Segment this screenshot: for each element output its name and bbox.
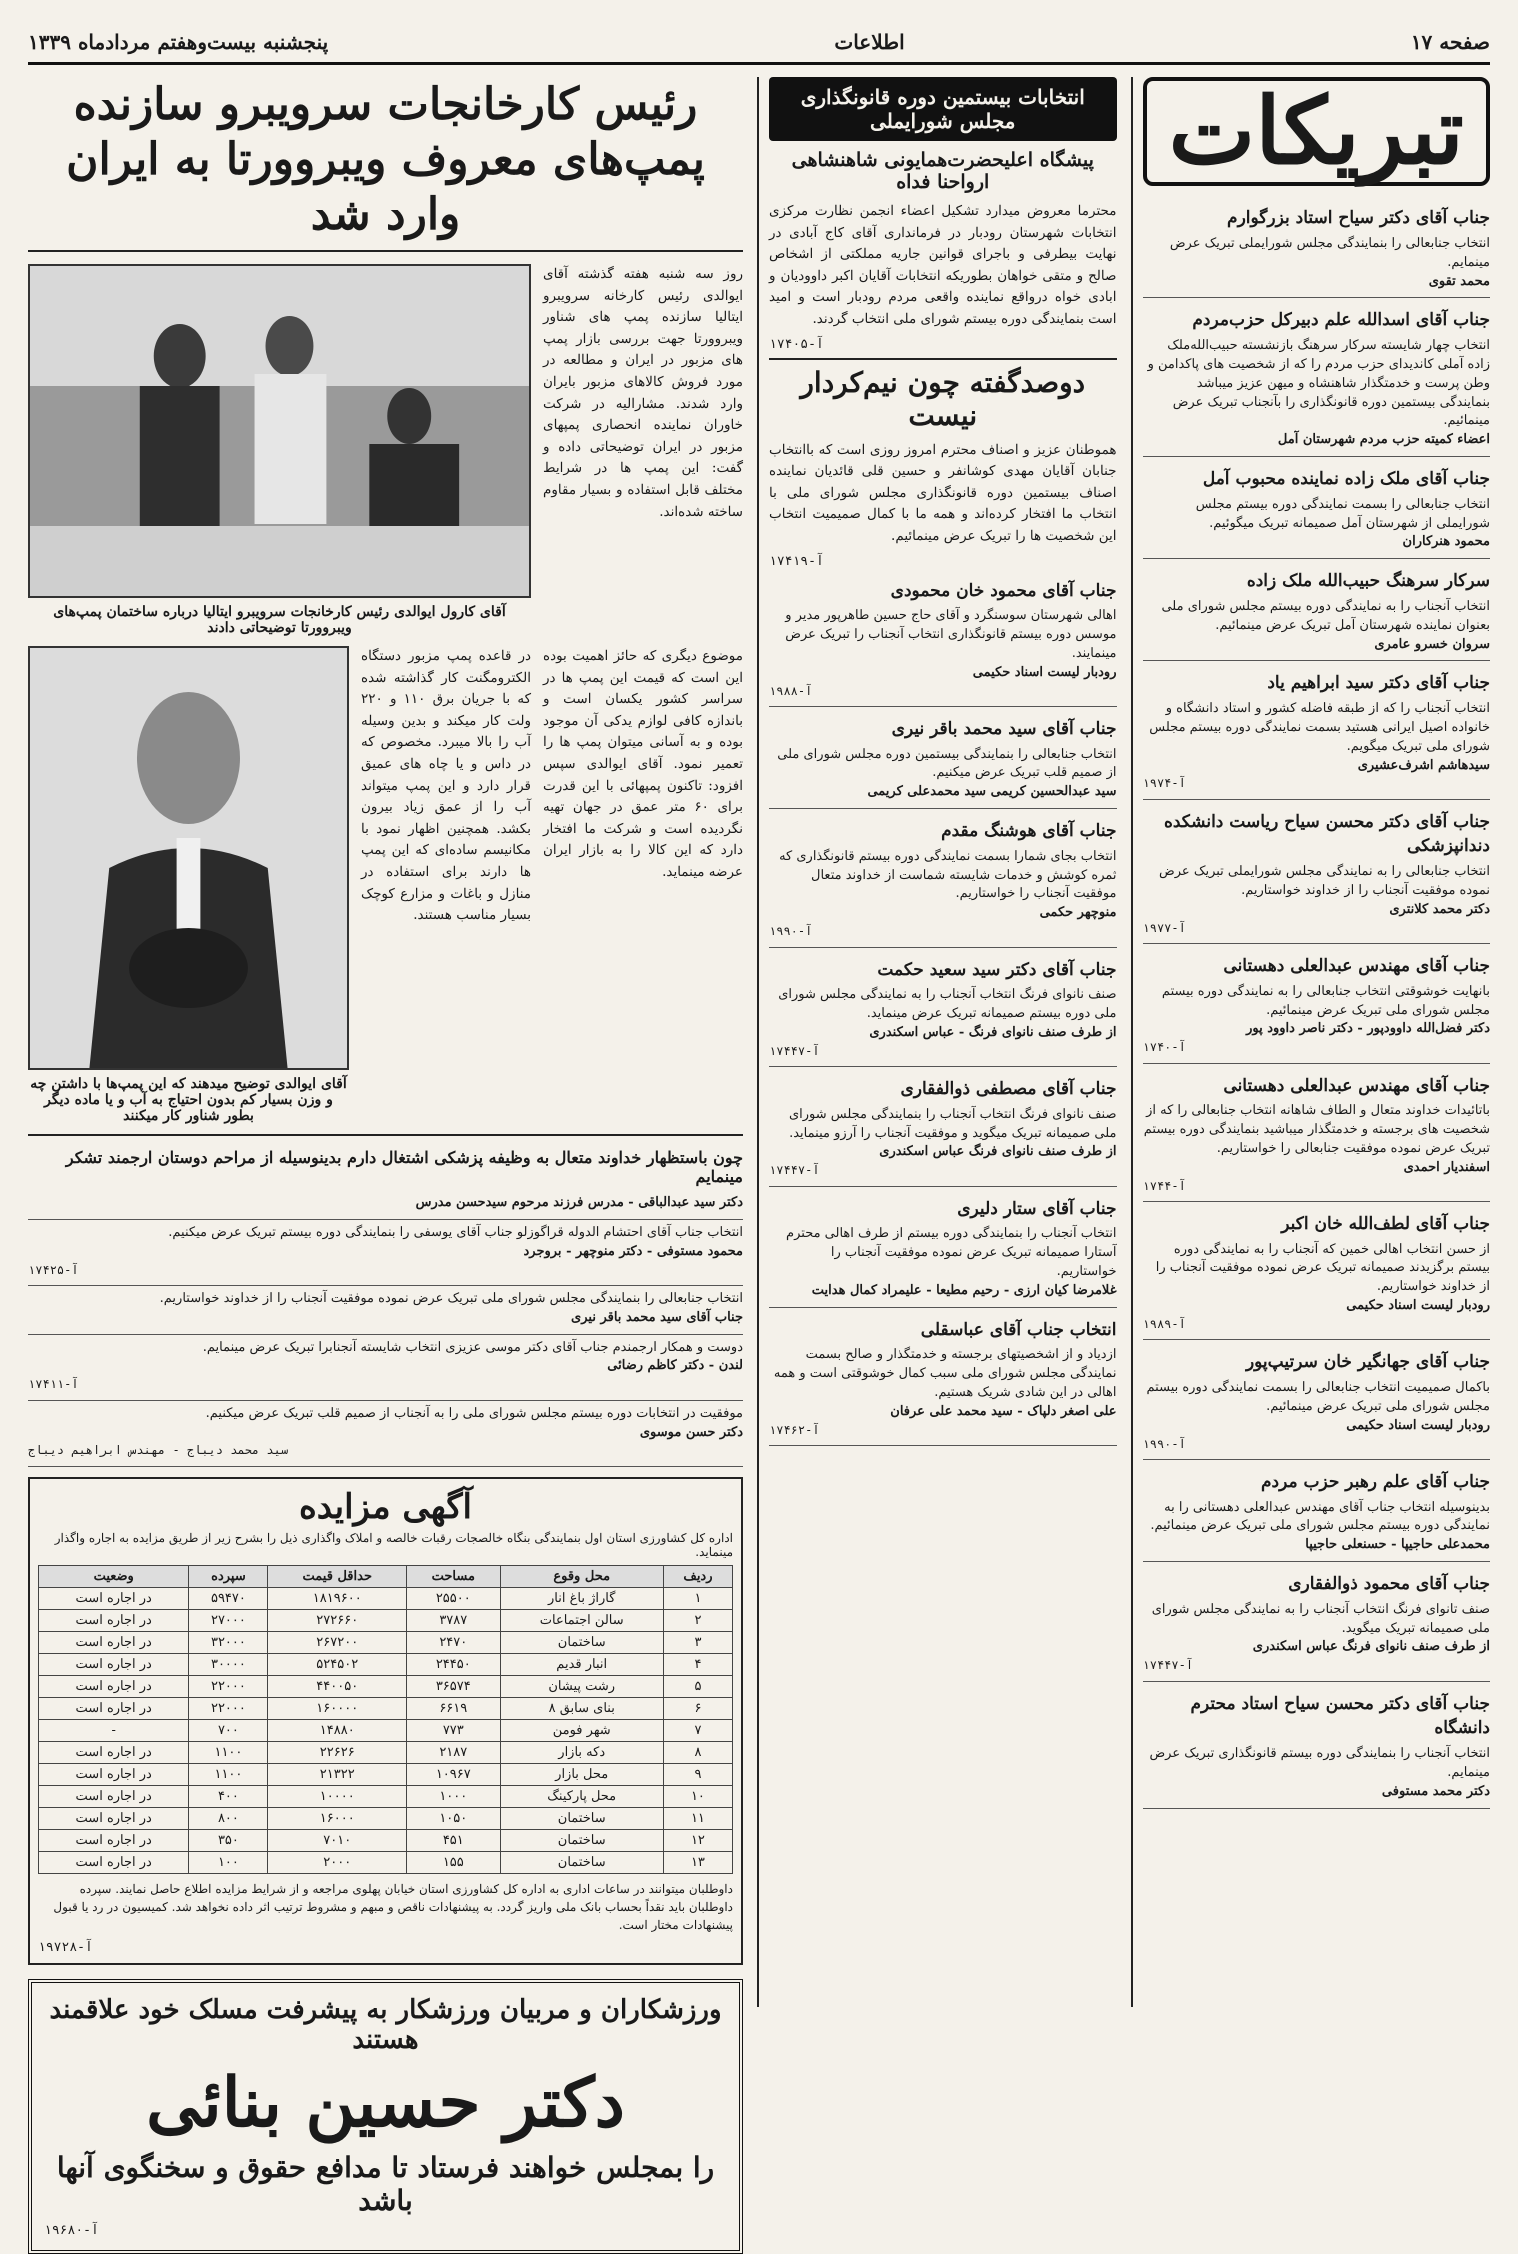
table-cell: ۵۹۴۷۰ xyxy=(189,1587,268,1609)
greeting-ref: آ-۱۷۴۴۷ xyxy=(1142,1658,1194,1673)
greeting-heading: جناب آقای محمود خان محمودی xyxy=(890,580,1117,601)
table-cell: ۲۱۳۲۲ xyxy=(268,1763,407,1785)
table-row xyxy=(39,1763,733,1785)
greeting-signature: رودبار لیست اسناد حکیمی xyxy=(1346,1417,1490,1433)
table-cell: ۳۲۰۰۰ xyxy=(189,1631,268,1653)
table-cell: ۱۶۰۰۰ xyxy=(268,1807,407,1829)
greeting-entry xyxy=(1143,1064,1491,1202)
table-cell: در اجاره است xyxy=(39,1653,189,1675)
greeting-text: انتخاب جنابعالی را به نمایندگی مجلس شورایملی تبریک عرض نموده موفقیت آنجناب را از خداوند خواستاریم. xyxy=(1159,864,1490,898)
table-cell: ۱۰۰۰۰ xyxy=(268,1785,407,1807)
condolence-signature: دکتر سید عبدالباقی - مدرس فرزند مرحوم سیدحسن مدرس xyxy=(415,1195,743,1210)
greeting-entry xyxy=(1143,1562,1491,1682)
middle-column xyxy=(757,77,1117,2007)
greeting-heading: جناب آقای دکتر سید سعید حکمت xyxy=(877,959,1117,980)
note-entry xyxy=(28,1401,743,1467)
table-cell: ۲۴۴۵۰ xyxy=(407,1653,501,1675)
table-cell: - xyxy=(39,1719,189,1741)
table-cell: ساختمان xyxy=(500,1851,663,1873)
greeting-signature: محمد تقوی xyxy=(1428,273,1490,289)
table-cell: ۳۶۵۷۴ xyxy=(407,1675,501,1697)
table-cell: در اجاره است xyxy=(39,1609,189,1631)
note-signature: دکتر حسن موسوی xyxy=(639,1424,743,1440)
greeting-signature: اسفندیار احمدی xyxy=(1403,1159,1490,1175)
petition-ref: آ-۱۷۴۰۵ xyxy=(769,336,824,352)
ad-line2: را بمجلس خواهند فرستاد تا مدافع حقوق و سخنگوی آنها باشد xyxy=(56,2150,715,2217)
greetings-list xyxy=(1143,196,1491,1808)
greeting-signature: علی اصغر دلپاک - سید محمد علی عرفان xyxy=(890,1403,1117,1419)
table-header-cell: حداقل قیمت xyxy=(268,1565,407,1587)
greeting-text: انتخاب آنجناب را به نمایندگی دوره بیستم مجلس شورای ملی بعنوان نماینده شهرستان آمل تبریک عرض مینمائیم. xyxy=(1161,598,1490,633)
greeting-entry xyxy=(1143,298,1491,457)
table-cell: رشت پیشان xyxy=(500,1675,663,1697)
table-cell: در اجاره است xyxy=(39,1851,189,1873)
table-cell: ۱۱ xyxy=(663,1807,732,1829)
table-cell: انبار قدیم xyxy=(500,1653,663,1675)
greeting-text: صنف نانوای فرنگ انتخاب آنجناب را بنمایندگی مجلس شورای ملی صمیمانه تبریک میگوید و موفقیت آنجناب را آرزو مینماید. xyxy=(788,1106,1117,1141)
greeting-entry xyxy=(769,809,1117,947)
headline-secondary-text: هموطنان عزیز و اصناف محترم امروز روزی است که باانتخاب جنابان آقایان مهدی کوشانفر و حسین قلی قائدیان نماینده اصناف بیستمین دوره قانونگذاری مجلس شورای ملی با انتخاب ما افتخار کرده‌اند و همه ما با کمال صمیمیت انتخاب این شخصیت ها را تبریک عرض مینمائیم. xyxy=(769,441,1117,544)
table-cell: ۱۳ xyxy=(663,1851,732,1873)
greeting-text: انتخاب جنابعالی را بنمایندگی مجلس شورایملی تبریک عرض مینمایم. xyxy=(1169,235,1490,270)
table-cell: ۴۰۰ xyxy=(189,1785,268,1807)
table-cell: ۳۰۰۰۰ xyxy=(189,1653,268,1675)
table-cell: ۱۴۸۸۰ xyxy=(268,1719,407,1741)
table-row xyxy=(39,1587,733,1609)
table-cell: ۱۰۰ xyxy=(189,1851,268,1873)
auction-ref: آ-۱۹۷۲۸ xyxy=(38,1939,93,1955)
note-entry xyxy=(28,1286,743,1335)
table-cell: در اجاره است xyxy=(39,1741,189,1763)
table-row xyxy=(39,1807,733,1829)
auction-notice xyxy=(28,1477,743,1965)
note-text: موفقیت در انتخابات دوره بیستم مجلس شورای ملی را به آنجناب از صمیم قلب تبریک عرض میکنیم. xyxy=(205,1405,743,1421)
greeting-heading: جناب آقای دکتر سید ابراهیم یاد xyxy=(1267,673,1490,694)
greeting-ref: آ-۱۷۴۴ xyxy=(1142,1178,1186,1193)
greeting-text: اهالی شهرستان سوسنگرد و آقای حاج حسین طاهرپور مدیر و موسس دوره بیستم قانونگذاری انتخاب آنجناب را تبریک عرض مینمایند. xyxy=(785,608,1117,661)
table-cell: ۴ xyxy=(663,1653,732,1675)
greeting-ref: آ-۱۹۷۷ xyxy=(1142,920,1186,935)
greeting-text: از حسن انتخاب اهالی خمین که آنجناب را به نمایندگی دوره بیستم برگزیدند صمیمانه تبریک عرض نموده موفقیت آنجناب را از خداوند خواستاریم. xyxy=(1155,1241,1490,1295)
note-signature: لندن - دکتر کاظم رضائی xyxy=(607,1358,743,1374)
greeting-text: انتخاب آنجناب را که از طبقه فاضله کشور و استاد دانشگاه و خانواده اصیل ایرانی هستید بسمت نمایندگی دوره بیستم مجلس شورای ملی تبریک میگویم. xyxy=(1149,701,1490,754)
table-row xyxy=(39,1719,733,1741)
note-text: دوست و همکار ارجمندم جناب آقای دکتر موسی عزیزی انتخاب شایسته آنجنابرا تبریک عرض مینمایم. xyxy=(202,1339,743,1355)
table-cell: ۱۱۰۰ xyxy=(189,1741,268,1763)
greeting-entry xyxy=(769,569,1117,707)
election-banner: انتخابات بیستمین دوره قانونگذاری مجلس شورایملی xyxy=(769,77,1117,141)
greeting-text: صنف نانوای فرنگ انتخاب آنجناب را به نمایندگی مجلس شورای ملی دوره بیستم صمیمانه تبریک عرض مینماید. xyxy=(778,987,1117,1021)
greeting-text: بدینوسیله انتخاب جناب آقای مهندس عبدالعلی دهستانی را به نمایندگی دوره بیستم مجلس شورای ملی تبریک عرض مینمائیم. xyxy=(1150,1499,1490,1534)
table-row xyxy=(39,1631,733,1653)
ad-candidate-name: دکتر حسین بنائی xyxy=(146,2062,625,2143)
table-cell: ۶۶۱۹ xyxy=(407,1697,501,1719)
greeting-entry xyxy=(769,1187,1117,1308)
greeting-signature: محمدعلی حاجیپا - حسنعلی حاجیپا xyxy=(1305,1537,1490,1553)
greeting-signature: رودبار لیست اسناد حکیمی xyxy=(1346,1298,1490,1314)
greeting-heading: جناب آقای ملک زاده نماینده محبوب آمل xyxy=(1202,469,1490,490)
table-cell: ۲۱۸۷ xyxy=(407,1741,501,1763)
petition-text: محترما معروض میدارد تشکیل اعضاء انجمن نظارت مرکزی انتخابات شهرستان رودبار در فرمانداری آقای کاج آبادی در نهایت بیطرفی و باجرای قوانین جاریه مملکتی از اشخاص صالح و متقی خواهان بطوریکه انتخابات آقایان اکبر داوودیان و ابادی خواه درواقع نماینده واقعی مردم رودبار است و امید است بنمایندگی دوره بیستم شورای ملی انتخاب گردند. xyxy=(769,203,1117,327)
photo-portrait-caption: آقای ایوالدی توضیح میدهند که این پمپ‌ها با داشتن چه و وزن بسیار کم بدون احتیاج به آب و یا ماده دیگر بطور شناور کار میکنند xyxy=(30,1076,347,1124)
greeting-heading: جناب آقای دکتر محسن سیاح استاد محترم دانشگاه xyxy=(1190,1693,1490,1739)
table-cell: ۴۵۱ xyxy=(407,1829,501,1851)
table-cell: ۱۵۵ xyxy=(407,1851,501,1873)
auction-conditions: داوطلبان میتوانند در ساعات اداری به اداره کل کشاورزی استان خیابان پهلوی مراجعه و از شرایط مزایده اطلاع حاصل نمایند. سپرده داوطلبان باید نقداً بحساب بانک ملی واریز گردد. به پیشنهادات ناقص و مبهم و مشروط ترتیب اثر داده نخواهد شد. کمیسیون در رد یا قبول پیشنهادات مختار است. xyxy=(53,1881,733,1932)
note-ref: آ-۱۷۴۲۵ xyxy=(28,1262,79,1277)
table-cell: محل بازار xyxy=(500,1763,663,1785)
greeting-ref: آ-۱۷۴۰ xyxy=(1142,1040,1186,1055)
greeting-signature: غلامرضا کیان ارزی - رحیم مطیعا - علیمراد کمال هدایت xyxy=(811,1282,1117,1298)
greeting-ref: آ-۱۷۴۶۲ xyxy=(769,1422,820,1437)
table-row xyxy=(39,1609,733,1631)
left-column xyxy=(28,77,743,2238)
table-cell: دکه بازار xyxy=(500,1741,663,1763)
greeting-text: انتخاب جنابعالی را بنمایندگی بیستمین دوره مجلس شورای ملی از صمیم قلب تبریک عرض میکنیم. xyxy=(777,746,1117,781)
greeting-heading: جناب آقای ستار دلیری xyxy=(957,1198,1117,1219)
greetings-list-mid xyxy=(769,569,1117,1447)
table-cell: در اجاره است xyxy=(39,1631,189,1653)
ad-line1: ورزشکاران و مربیان ورزشکار به پیشرفت مسلک خود علاقمند هستند xyxy=(49,1994,722,2055)
auction-title: آگهی مزایده xyxy=(298,1486,473,1527)
table-cell: ۳ xyxy=(663,1631,732,1653)
greeting-text: انتخاب بجای شمارا بسمت نمایندگی دوره بیستم قانونگذاری که ثمره کوشش و خدمات شایسته شماست از خداوند متعال موفقیت آنجناب را خواستاریم. xyxy=(779,848,1117,902)
greeting-entry xyxy=(1143,1460,1491,1562)
table-cell: ۲۲۰۰۰ xyxy=(189,1697,268,1719)
greeting-text: انتخاب جنابعالی را بسمت نمایندگی دوره بیستم مجلس شورایملی از شهرستان آمل صمیمانه تبریک میگوئیم. xyxy=(1195,496,1490,531)
greeting-text: بانهایت خوشوقتی انتخاب جنابعالی را به نمایندگی دوره بیستم مجلس شورای ملی تبریک عرض مینمائیم. xyxy=(1161,983,1490,1018)
headline-secondary-ref: آ-۱۷۴۱۹ xyxy=(769,553,824,569)
table-cell: ۲۲۶۲۶ xyxy=(268,1741,407,1763)
table-cell: ۲۶۷۲۰۰ xyxy=(268,1631,407,1653)
issue-date: پنجشنبه بیست‌وهفتم مردادماه ۱۳۳۹ xyxy=(28,30,329,54)
note-ref: آ-۱۷۴۱۱ xyxy=(28,1377,79,1392)
table-row xyxy=(39,1741,733,1763)
table-cell: ۴۴۰۰۵۰ xyxy=(268,1675,407,1697)
table-cell: محل پارکینگ xyxy=(500,1785,663,1807)
greeting-text: صنف تانوای فرنگ انتخاب آنجناب را به نمایندگی مجلس شورای ملی صمیمانه تبریک میگوید. xyxy=(1151,1601,1490,1636)
greeting-ref: آ-۱۹۹۰ xyxy=(1142,1436,1186,1451)
masthead xyxy=(28,30,1490,65)
greeting-heading: جناب آقای هوشنگ مقدم xyxy=(941,821,1117,842)
article-side: موضوع دیگری که حائز اهمیت بوده این است که قیمت این پمپ ها در سراسر کشور یکسان است و باندازه کافی لوازم یدکی آن موجود بوده و به آسانی میتوان پمپ ها را تعمیر نمود. آقای ایوالدی سپس افزود: تاکنون پمپهائی با این قدرت برای ۶۰ متر عمق در جهان تهیه نگردیده است و شرکت ما افتخار دارد که این کالا را به بازار ایران عرضه مینماید. xyxy=(543,648,743,880)
greeting-text: باتائیدات خداوند متعال و الطاف شاهانه انتخاب جنابعالی را که از شخصیت های برجسته و خدمتگذار میباشید بنمایندگی دوره بیستم تبریک عرض نموده موفقیت جنابعالی را خواستاریم. xyxy=(1143,1103,1490,1156)
table-cell: در اجاره است xyxy=(39,1587,189,1609)
greeting-ref: آ-۱۹۸۸ xyxy=(769,683,813,698)
greeting-signature: رودبار لیست اسناد حکیمی xyxy=(972,664,1117,680)
greeting-signature: سروان خسرو عامری xyxy=(1374,636,1490,652)
auction-intro: اداره کل کشاورزی استان اول بنمایندگی بنگاه خالصجات رقبات خالصه و املاک واگذاری ذیل را بشرح زیر از طریق مزایده به اجاره واگذار مینماید. xyxy=(54,1530,733,1559)
greeting-signature: اعضاء کمیته حزب مردم شهرستان آمل xyxy=(1277,432,1490,448)
table-cell: در اجاره است xyxy=(39,1675,189,1697)
main-headline: رئیس کارخانجات سرویبرو سازنده پمپ‌های معروف ویبروورتا به ایران وارد شد xyxy=(28,77,743,252)
greeting-entry xyxy=(1143,1682,1491,1809)
table-header-cell: ردیف xyxy=(663,1565,732,1587)
table-header-cell: محل وقوع xyxy=(500,1565,663,1587)
article-body: در قاعده پمپ مزبور دستگاه الکترومگنت کار گذاشته شده که با جریان برق ۱۱۰ و ۲۲۰ ولت کار میکند و بدین وسیله آب را بالا میبرد. مخصوص که در داس و یا چاه های عمیق قرار دارد و این پمپ میتواند آب را از عمق زیاد بیرون بکشد. همچنین اظهار نمود با مکانیسم ساده‌ای که این پمپ ها دارند برای استفاده در منازل و باغات و مزارع کوچک بسیار مناسب هستند. xyxy=(361,648,531,924)
table-cell: ۱۱۰۰ xyxy=(189,1763,268,1785)
table-cell: ۲۵۵۰۰ xyxy=(407,1587,501,1609)
table-cell: ۷۰۱۰ xyxy=(268,1829,407,1851)
table-cell: ۵ xyxy=(663,1675,732,1697)
note-text: انتخاب جنابعالی را بنمایندگی مجلس شورای ملی تبریک عرض نموده موفقیت آنجناب را از خداوند خواستاریم. xyxy=(159,1290,743,1306)
greeting-heading: جناب آقای علم رهبر حزب مردم xyxy=(1261,1471,1490,1492)
greeting-entry xyxy=(1143,944,1491,1064)
table-row xyxy=(39,1851,733,1873)
greeting-entry xyxy=(769,1067,1117,1187)
table-cell: ساختمان xyxy=(500,1829,663,1851)
article-intro: روز سه شنبه هفته گذشته آقای ایوالدی رئیس کارخانه سرویبرو ایتالیا سازنده پمپ های شناور ویبروورتا جهت بررسی بازار پمپ های مزبور در ایران و مطالعه در مورد فروش کالاهای مزبور بایران وارد شدند. مشارالیه در شرکت خاوران نماینده انحصاری پمپهای مزبور در ایران توضیحاتی داده و گفت: این پمپ ها در شرایط مختلف قابل استفاده و بسیار مقاوم ساخته شده‌اند. xyxy=(543,266,743,520)
table-cell: ۱۸۱۹۶۰۰ xyxy=(268,1587,407,1609)
greeting-entry xyxy=(1143,661,1491,799)
table-row xyxy=(39,1697,733,1719)
photo-meeting-caption: آقای کارول ایوالدی رئیس کارخانجات سرویبرو ایتالیا درباره ساختمان پمپ‌های ویبروورتا توضیحاتی دادند xyxy=(53,604,506,636)
greeting-heading: جناب آقای لطف‌الله خان اکبر xyxy=(1281,1213,1490,1234)
section-brand: تبریکات xyxy=(1143,77,1491,186)
greeting-heading: جناب آقای دکتر محسن سیاح ریاست دانشکده دندانپزشکی xyxy=(1163,811,1490,857)
table-cell: ۲۲۰۰۰ xyxy=(189,1675,268,1697)
greeting-text: ازدیاد و از اشخصیتهای برجسته و خدمتگذار و صالح بسمت نمایندگی مجلس شورای ملی سبب کمال خوشوقتی است و همه اهالی در این شادی شریک هستیم. xyxy=(773,1347,1117,1400)
table-cell: ۹ xyxy=(663,1763,732,1785)
greeting-heading: جناب آقای دکتر سیاح استاد بزرگوارم xyxy=(1227,208,1490,229)
table-cell: ۱۰۰۰ xyxy=(407,1785,501,1807)
greeting-signature: دکتر فضل‌الله داوودپور - دکتر ناصر داوود پور xyxy=(1246,1021,1490,1037)
headline-secondary: دوصدگفته چون نیم‌کردار نیست xyxy=(769,358,1117,432)
greeting-heading: جناب آقای جهانگیر خان سرتیپ‌پور xyxy=(1245,1352,1490,1373)
photo-meeting xyxy=(28,264,531,598)
greeting-heading: جناب آقای مصطفی ذوالفقاری xyxy=(900,1079,1117,1100)
greeting-heading: جناب آقای محمود ذوالفقاری xyxy=(1288,1574,1490,1595)
table-cell: ۲۰۰۰ xyxy=(268,1851,407,1873)
table-cell: سالن اجتماعات xyxy=(500,1609,663,1631)
note-entry xyxy=(28,1220,743,1286)
table-cell: ۳۷۸۷ xyxy=(407,1609,501,1631)
note-entry xyxy=(28,1335,743,1401)
petition-title: پیشگاه اعلیحضرت‌همایونی شاهنشاهی ارواحنا فداه xyxy=(791,149,1094,193)
greeting-signature: منوچهر حکمی xyxy=(1039,905,1117,921)
notes-list xyxy=(28,1220,743,1467)
photo-portrait xyxy=(28,646,349,1070)
greeting-heading: جناب آقای مهندس عبدالعلی دهستانی xyxy=(1223,1075,1490,1096)
note-text: انتخاب جناب آقای احتشام الدوله قراگوزلو جناب آقای یوسفی را بنمایندگی دوره بیستم تبریک عرض میکنیم. xyxy=(168,1224,743,1240)
greeting-signature: سیدهاشم اشرف‌عشیری xyxy=(1357,757,1490,773)
table-cell: ساختمان xyxy=(500,1631,663,1653)
auction-table xyxy=(38,1565,733,1874)
greeting-entry xyxy=(1143,559,1491,661)
greeting-text: انتخاب آنجناب را بنمایندگی دوره بیستم از طرف اهالی محترم آستارا صمیمانه تبریک عرض نموده موفقیت آنجناب را خواستاریم. xyxy=(786,1226,1117,1279)
table-row xyxy=(39,1829,733,1851)
table-header-cell: مساحت xyxy=(407,1565,501,1587)
greeting-signature: سید عبدالحسین کریمی سید محمدعلی کریمی xyxy=(867,784,1117,800)
table-cell: ۸۰۰ xyxy=(189,1807,268,1829)
greeting-ref: آ-۱۹۷۴ xyxy=(1142,776,1186,791)
greeting-heading: جناب آقای اسدالله علم دبیرکل حزب‌مردم xyxy=(1192,310,1490,331)
ad-ref: آ-۱۹۶۸۰ xyxy=(44,2222,99,2238)
table-row xyxy=(39,1675,733,1697)
photo-portrait-graphic xyxy=(30,648,347,1068)
table-cell: ۷۷۳ xyxy=(407,1719,501,1741)
campaign-ad xyxy=(28,1979,743,2254)
table-header-cell: وضعیت xyxy=(39,1565,189,1587)
table-cell: شهر فومن xyxy=(500,1719,663,1741)
greeting-entry xyxy=(1143,1202,1491,1340)
greeting-heading: جناب آقای مهندس عبدالعلی دهستانی xyxy=(1223,956,1490,977)
table-cell: ۷ xyxy=(663,1719,732,1741)
table-cell: ۲ xyxy=(663,1609,732,1631)
table-cell: ۲۷۲۶۶۰ xyxy=(268,1609,407,1631)
greeting-heading: سرکار سرهنگ حبیب‌الله ملک زاده xyxy=(1246,571,1490,592)
greeting-signature: از طرف صنف نانوای فرنگ - عباس اسکندری xyxy=(869,1024,1117,1040)
table-cell: در اجاره است xyxy=(39,1785,189,1807)
greeting-ref: آ-۱۹۸۹ xyxy=(1142,1317,1186,1331)
note-signature: جناب آقای سید محمد باقر نیری xyxy=(571,1309,743,1325)
greeting-signature: از طرف صنف نانوای فرنگ عباس اسکندری xyxy=(879,1144,1117,1160)
table-header-cell: سپرده xyxy=(189,1565,268,1587)
greeting-ref: آ-۱۷۴۴۷ xyxy=(769,1043,820,1058)
table-cell: در اجاره است xyxy=(39,1697,189,1719)
greeting-text: انتخاب چهار شایسته سرکار سرهنگ بازنشسته حبیب‌الله‌ملک زاده آملی کاندیدای حزب مردم را که از شخصیت های پاکدامن و وطن پرست و خدمتگذار شاهنشاه و میهن عزیز میباشد بنمایندگی بیستمین دوره قانونگذاری را بآنجناب تبریک عرض مینمائیم. xyxy=(1147,338,1490,429)
greeting-ref: آ-۱۹۹۰ xyxy=(769,924,813,939)
table-cell: در اجاره است xyxy=(39,1807,189,1829)
greeting-entry xyxy=(1143,457,1491,559)
greeting-entry xyxy=(1143,800,1491,944)
greeting-entry xyxy=(1143,1340,1491,1460)
table-cell: ۱۰ xyxy=(663,1785,732,1807)
table-cell: ۱۰۹۶۷ xyxy=(407,1763,501,1785)
greeting-entry xyxy=(769,1308,1117,1446)
table-cell: در اجاره است xyxy=(39,1763,189,1785)
right-column xyxy=(1131,77,1491,2007)
greeting-ref: آ-۱۷۴۴۷ xyxy=(769,1163,820,1178)
table-cell: ۱۲ xyxy=(663,1829,732,1851)
greeting-text: باکمال صمیمیت انتخاب جنابعالی را بسمت نمایندگی دوره بیستم مجلس شورای ملی تبریک عرض مینمائیم. xyxy=(1146,1380,1490,1414)
table-cell: ۱۰۵۰ xyxy=(407,1807,501,1829)
greeting-signature: محمود هنرکاران xyxy=(1402,534,1490,550)
table-cell: ۱ xyxy=(663,1587,732,1609)
table-cell: ۲۴۷۰ xyxy=(407,1631,501,1653)
table-row xyxy=(39,1653,733,1675)
table-cell: گاراژ باغ انار xyxy=(500,1587,663,1609)
photo-meeting-graphic xyxy=(30,266,529,596)
table-cell: ۱۶۰۰۰۰ xyxy=(268,1697,407,1719)
condolence-title: چون باستظهار خداوند متعال به وظیفه پزشکی اشتغال دارم بدینوسیله از مراحم دوستان ارجمند تشکر مینمایم xyxy=(65,1148,743,1186)
note-ref: سید محمد دیباج - مهندس ابراهیم دیباج xyxy=(28,1443,289,1458)
table-cell: ۸ xyxy=(663,1741,732,1763)
greeting-signature: از طرف صنف نانوای فرنگ عباس اسکندری xyxy=(1252,1639,1490,1655)
greeting-entry xyxy=(769,707,1117,809)
greeting-entry xyxy=(1143,196,1491,298)
greeting-signature: دکتر محمد کلانتری xyxy=(1389,901,1490,917)
paper-name: اطلاعات xyxy=(834,30,905,54)
table-cell: ساختمان xyxy=(500,1807,663,1829)
table-cell: بنای سابق ۸ xyxy=(500,1697,663,1719)
table-cell: ۲۷۰۰۰ xyxy=(189,1609,268,1631)
table-cell: ۵۲۴۵۰۲ xyxy=(268,1653,407,1675)
note-signature: محمود مستوفی - دکتر منوچهر - بروجرد xyxy=(523,1243,743,1259)
table-cell: ۶ xyxy=(663,1697,732,1719)
table-cell: در اجاره است xyxy=(39,1829,189,1851)
greeting-heading: جناب آقای سید محمد باقر نیری xyxy=(891,718,1117,739)
columns xyxy=(28,77,1490,2238)
table-row xyxy=(39,1785,733,1807)
table-cell: ۷۰۰ xyxy=(189,1719,268,1741)
greeting-text: انتخاب آنجناب را بنمایندگی دوره بیستم قانونگذاری تبریک عرض مینمایم. xyxy=(1149,1745,1490,1780)
greeting-signature: دکتر محمد مستوفی xyxy=(1381,1783,1490,1799)
table-cell: ۳۵۰ xyxy=(189,1829,268,1851)
page-label: صفحه ۱۷ xyxy=(1410,30,1490,54)
greeting-heading: انتخاب جناب آقای عباسقلی xyxy=(920,1319,1117,1340)
greeting-entry xyxy=(769,948,1117,1068)
